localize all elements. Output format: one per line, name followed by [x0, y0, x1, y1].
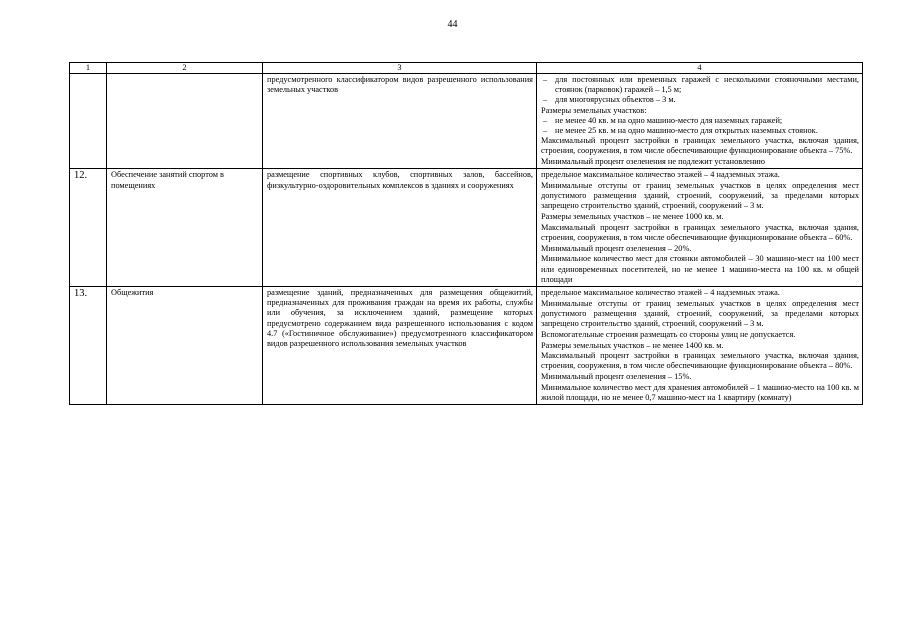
param-paragraph: Минимальное количество мест для стоянки автомобилей – 30 машино-мест на 100 мест или единовременных посетителей, но не менее 1 машино-места на 100 кв. м общей площади — [541, 254, 859, 284]
list-item: – не менее 25 кв. м на одно машино-место для открытых наземных стоянок. — [541, 126, 859, 136]
param-paragraph: Максимальный процент застройки в границах земельного участка, включая здания, строения, сооружения, в том числе обеспечивающие функционирование объекта – 80%. — [541, 351, 859, 371]
use-description: размещение зданий, предназначенных для размещения общежитий, предназначенных для проживания граждан на время их работы, службы или обучения, за исключением зданий, размещение которых предусмотрено содержанием вида разрешенного использования с кодом 4.7 («Гостиничное обслуживание») предусмотренного классификатором видов разрешенного использования земельных участков — [263, 287, 537, 405]
param-paragraph: Минимальное количество мест для хранения автомобилей – 1 машино-место на 100 кв. м жилой площади, но не менее 0,7 машино-мест на 1 квартиру (комнату) — [541, 382, 859, 403]
page-number: 44 — [447, 19, 458, 30]
param-paragraph: Максимальный процент застройки в границах земельного участка, включая здания, строения, сооружения, в том числе обеспечивающие функционирование объекта – 60%. — [541, 222, 859, 243]
param-paragraph: Минимальные отступы от границ земельных участков в целях определения мест допустимого размещения зданий, строений, сооружений, за пределами которых запрещено строительство зданий, строений, сооружений – 3 м. — [541, 298, 859, 329]
param-paragraph: Размеры земельных участков – не менее 1000 кв. м. — [541, 212, 724, 222]
header-col-3: 3 — [263, 63, 537, 74]
param-paragraph: Минимальные отступы от границ земельных участков в целях определения мест допустимого размещения зданий, строений, сооружений, за пределами которых запрещено строительство зданий, строений, сооружений – 3 м. — [541, 181, 859, 211]
param-paragraph: Размеры земельных участков: — [541, 105, 647, 115]
list-item: – для постоянных или временных гаражей с несколькими стояночными местами, стоянок (парковок) гаражей – 1,5 м; — [541, 75, 859, 95]
param-paragraph: Максимальный процент застройки в границах земельного участка, включая здания, строения, сооружения, в том числе обеспечивающие функционирование объекта – 75%. — [541, 136, 859, 156]
header-row — [70, 63, 863, 74]
use-parameters — [537, 169, 863, 287]
use-name: Общежития — [107, 287, 263, 405]
table-row — [70, 287, 863, 405]
use-name: Обеспечение занятий спортом в помещениях — [107, 169, 263, 287]
header-col-1: 1 — [70, 63, 107, 74]
table-row — [70, 74, 863, 169]
param-paragraph: Минимальный процент озеленения – 20%. — [541, 243, 692, 253]
row-number: 13. — [70, 287, 107, 405]
zoning-table — [69, 62, 863, 405]
param-paragraph: Вспомогательные строения размещать со стороны улиц не допускается. — [541, 329, 796, 339]
row-number: 12. — [70, 169, 107, 287]
list-item: – не менее 40 кв. м на одно машино-место для наземных гаражей; — [541, 116, 859, 126]
dash-list — [541, 116, 859, 136]
use-parameters — [537, 287, 863, 405]
param-paragraph: Размеры земельных участков – не менее 1400 кв. м. — [541, 340, 724, 350]
use-name — [107, 74, 263, 169]
use-description: предусмотренного классификатором видов разрешенного использования земельных участков — [263, 74, 537, 169]
dash-list — [541, 75, 859, 106]
table-row — [70, 169, 863, 287]
param-paragraph: Минимальный процент озеленения – 15%. — [541, 372, 692, 382]
list-item: – для многоярусных объектов – 3 м. — [541, 95, 859, 105]
use-parameters — [537, 74, 863, 169]
use-description: размещение спортивных клубов, спортивных залов, бассейнов, физкультурно-оздоровительных комплексов в зданиях и сооружениях — [263, 169, 537, 287]
header-col-4: 4 — [537, 63, 863, 74]
param-paragraph: Минимальный процент озеленения не подлежит установлению — [541, 157, 765, 167]
param-paragraph: предельное максимальное количество этажей – 4 надземных этажа. — [541, 170, 780, 180]
row-number — [70, 74, 107, 169]
param-paragraph: предельное максимальное количество этажей – 4 надземных этажа. — [541, 288, 780, 298]
header-col-2: 2 — [107, 63, 263, 74]
